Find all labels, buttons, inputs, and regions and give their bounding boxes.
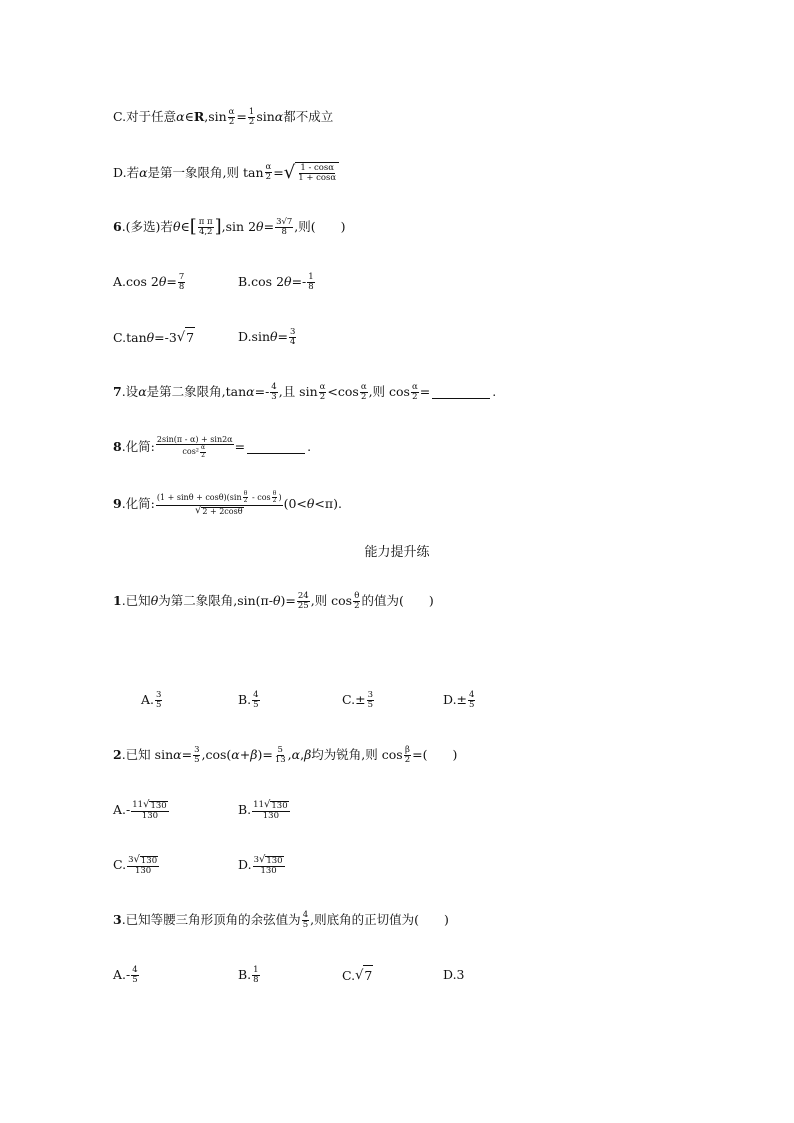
p1-option-b[interactable]: B. $\frac{4}{5}$ <box>238 689 259 710</box>
question-9: 9 .化简: (1 + sinθ + cosθ)(sin $\frac{\theta}{2}$ - cos $\frac{\theta}{2}$ ) √ 2 + 2cosθ (0< θ <π). <box>113 490 342 516</box>
option-c-statement: C. 对于任意 α ∈ R ,sin $\frac{\alpha}{2}$ = $\frac{1}{2}$ sin α 都不成立 <box>113 106 334 127</box>
section-title: 能力提升练 <box>364 545 430 560</box>
p2-option-a[interactable]: A.- 11 √ 130 130 <box>113 799 167 821</box>
p3-option-b[interactable]: B. $\frac{1}{8}$ <box>238 964 259 985</box>
q6-option-c[interactable]: C.tan θ =-3 √ 7 <box>113 327 195 348</box>
p3-option-c[interactable]: C. √ 7 <box>342 965 373 986</box>
problem-1: 1 .已知 θ 为第二象限角,sin(π- θ )= $\frac{24}{25}$ ,则 cos $\frac{\theta}{2}$ 的值为( ) <box>113 590 434 611</box>
answer-blank[interactable] <box>247 441 305 454</box>
question-8: 8 .化简: 2sin(π - α) + sin2α cos² $\frac{\alpha}{2}$ = . <box>113 435 312 459</box>
p2-option-c[interactable]: C. 3 √ 130 130 <box>113 854 158 876</box>
option-d-statement: D. 若 α 是第一象限角,则 tan $\frac{\alpha}{2}$ = √ $\frac{1 - \cos\alpha}{1 + \cos\alpha}$ <box>113 162 339 183</box>
fraction: $\frac{\alpha}{2}$ <box>265 162 272 182</box>
interval-fraction: $\frac{\text{π π}}{4,2}$ <box>198 216 213 237</box>
p2-option-d[interactable]: D. 3 √ 130 130 <box>238 854 283 876</box>
question-6: 6 .(多选)若 θ ∈ [ $\frac{\text{π π}}{4,2}$ ] ,sin 2 θ = $\frac{3√7}{8}$ ,则( ) <box>113 216 346 237</box>
square-root: √ $\frac{1 - \cos\alpha}{1 + \cos\alpha}$ <box>284 162 339 183</box>
q6-option-d[interactable]: D.sin θ = $\frac{3}{4}$ <box>238 326 296 347</box>
q6-option-b[interactable]: B.cos 2 θ =- $\frac{1}{8}$ <box>238 271 314 292</box>
fraction: $\frac{3√7}{8}$ <box>276 216 293 237</box>
p3-option-a[interactable]: A.- $\frac{4}{5}$ <box>113 964 138 985</box>
answer-blank[interactable] <box>432 386 490 399</box>
question-7: 7 .设 α 是第二象限角,tan α =- $\frac{4}{3}$ ,且 sin $\frac{\alpha}{2}$ <cos $\frac{\alpha}{2}$ ,则 cos $\frac{\alpha}{2}$ = . <box>113 381 497 402</box>
p1-option-a[interactable]: A. $\frac{3}{5}$ <box>141 689 162 710</box>
q6-option-a[interactable]: A.cos 2 θ = $\frac{7}{8}$ <box>113 271 185 292</box>
p2-option-b[interactable]: B. 11 √ 130 130 <box>238 799 288 821</box>
p1-option-c[interactable]: C.± $\frac{3}{5}$ <box>342 689 373 710</box>
problem-2: 2 .已知 sin α = $\frac{3}{5}$ ,cos( α + β )= $\frac{5}{13}$ , α , β 均为锐角,则 cos $\frac{\beta}{2}$ =( ) <box>113 744 458 765</box>
p1-option-d[interactable]: D.± $\frac{4}{5}$ <box>443 689 475 710</box>
p3-option-d[interactable]: D.3 <box>443 967 465 982</box>
fraction: $\frac{1}{2}$ <box>248 106 255 127</box>
fraction: $\frac{\alpha}{2}$ <box>228 106 235 127</box>
problem-3: 3 .已知等腰三角形顶角的余弦值为 $\frac{4}{5}$ ,则底角的正切值为( ) <box>113 909 449 930</box>
